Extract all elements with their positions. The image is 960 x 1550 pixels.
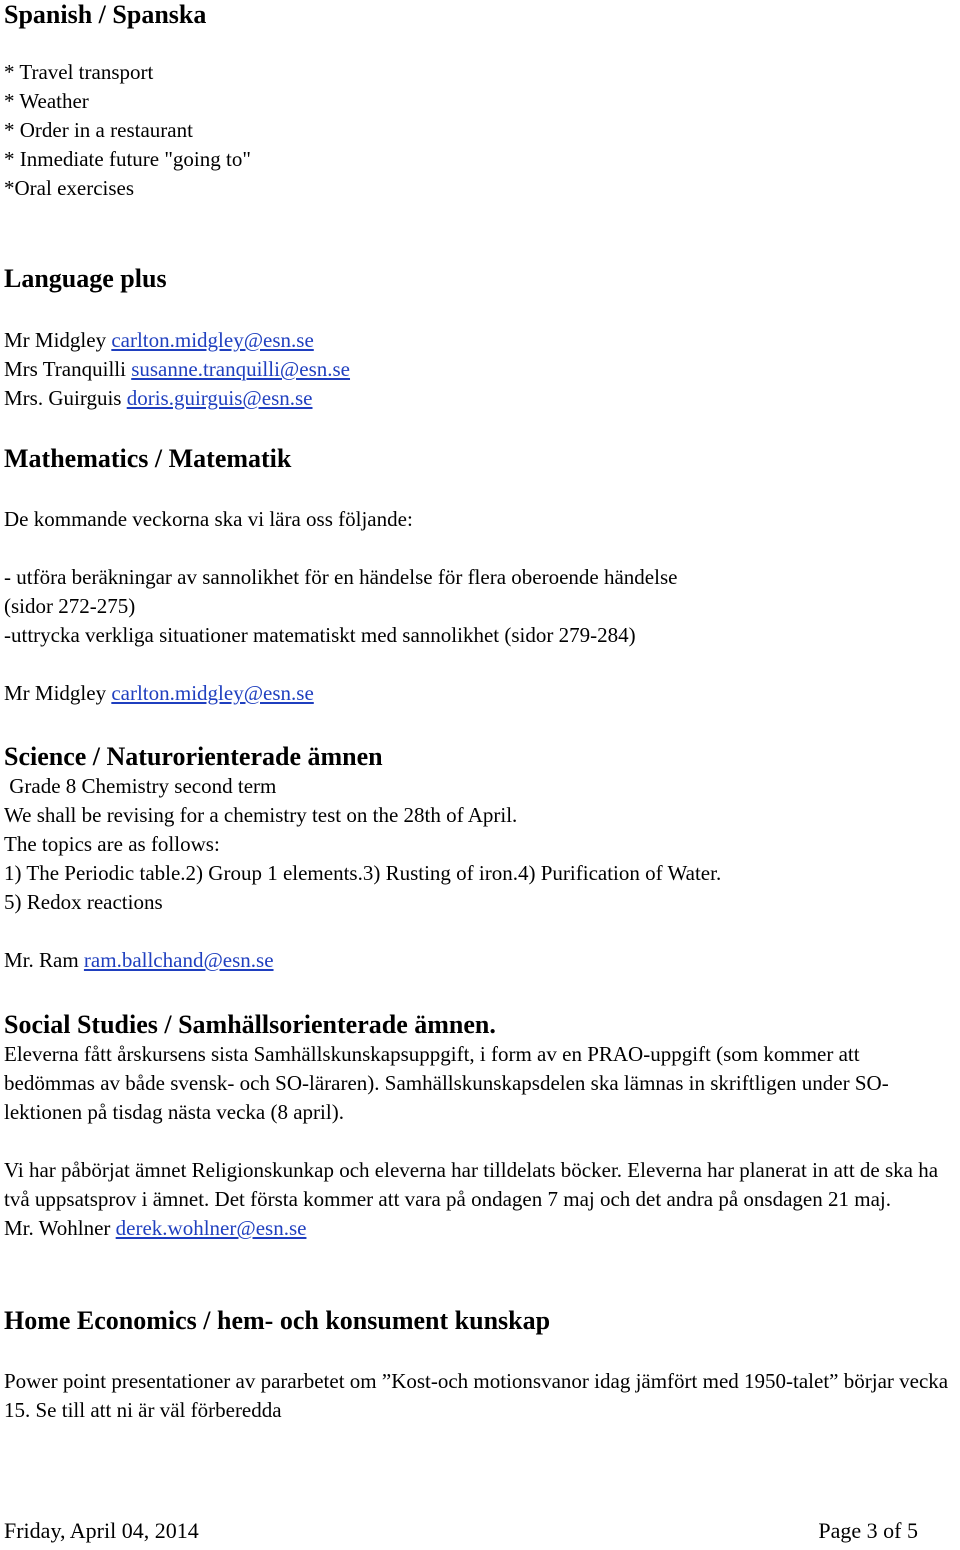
teacher-name: Mr. Ram bbox=[4, 948, 79, 972]
contact-row bbox=[4, 326, 954, 355]
language-plus-section bbox=[4, 264, 954, 413]
list-item: * Inmediate future "going to" bbox=[4, 147, 251, 171]
social-section bbox=[4, 1010, 954, 1243]
email-link[interactable]: carlton.midgley@esn.se bbox=[111, 681, 314, 705]
home-ec-heading: Home Economics / hem- och konsument kunskap bbox=[4, 1306, 551, 1335]
email-link[interactable]: doris.guirguis@esn.se bbox=[126, 386, 313, 410]
social-heading: Social Studies / Samhällsorienterade ämnen. bbox=[4, 1010, 496, 1039]
science-line: The topics are as follows: bbox=[4, 832, 220, 856]
email-link[interactable]: derek.wohlner@esn.se bbox=[115, 1216, 307, 1240]
contact-row bbox=[4, 384, 954, 413]
list-item: * Weather bbox=[4, 89, 89, 113]
science-section bbox=[4, 742, 954, 975]
science-line: 1) The Periodic table.2) Group 1 elements.3) Rusting of iron.4) Purification of Water. bbox=[4, 861, 722, 885]
social-paragraph: Eleverna fått årskursens sista Samhällskunskapsuppgift, i form av en PRAO-uppgift (som kommer att bedömmas av både svensk- och SO-läraren). Samhällskunskapsdelen ska lämnas in skriftligen under SO-lektionen på tisdag nästa vecka (8 april). bbox=[4, 1042, 889, 1124]
math-line: - utföra beräkningar av sannolikhet för en händelse för flera oberoende händelse bbox=[4, 565, 678, 589]
teacher-name: Mr Midgley bbox=[4, 328, 107, 352]
footer-page-number: Page 3 of 5 bbox=[818, 1518, 918, 1543]
teacher-name: Mr Midgley bbox=[4, 681, 107, 705]
language-plus-heading: Language plus bbox=[4, 264, 167, 293]
social-paragraph: Vi har påbörjat ämnet Religionskunkap och eleverna har tilldelats böcker. Eleverna har planerat in att de ska ha två uppsatsprov i ämnet. Det första kommer att vara på ondagen 7 maj och det andra på onsdagen 21 maj. bbox=[4, 1158, 939, 1211]
spanish-section bbox=[4, 0, 954, 203]
spanish-heading: Spanish / Spanska bbox=[4, 0, 207, 29]
home-ec-paragraph: Power point presentationer av pararbetet om ”Kost-och motionsvanor idag jämfört med 1950-talet” börjar vecka 15. Se till att ni är väl förberedda bbox=[4, 1369, 949, 1422]
footer-date: Friday, April 04, 2014 bbox=[4, 1518, 199, 1543]
math-heading: Mathematics / Matematik bbox=[4, 444, 292, 473]
contact-row bbox=[4, 1214, 954, 1243]
contact-list bbox=[4, 326, 954, 413]
email-link[interactable]: carlton.midgley@esn.se bbox=[111, 328, 314, 352]
contact-row bbox=[4, 679, 954, 708]
teacher-name: Mrs. Guirguis bbox=[4, 386, 122, 410]
contact-row bbox=[4, 355, 954, 384]
email-link[interactable]: susanne.tranquilli@esn.se bbox=[131, 357, 351, 381]
science-heading: Science / Naturorienterade ämnen bbox=[4, 742, 383, 771]
math-line: -uttrycka verkliga situationer matematiskt med sannolikhet (sidor 279-284) bbox=[4, 623, 636, 647]
teacher-name: Mrs Tranquilli bbox=[4, 357, 126, 381]
spanish-list bbox=[4, 58, 954, 203]
list-item: *Oral exercises bbox=[4, 176, 135, 200]
home-ec-section bbox=[4, 1306, 954, 1425]
teacher-name: Mr. Wohlner bbox=[4, 1216, 111, 1240]
science-line: Grade 8 Chemistry second term bbox=[4, 774, 277, 798]
email-link[interactable]: ram.ballchand@esn.se bbox=[83, 948, 274, 972]
list-item: * Order in a restaurant bbox=[4, 118, 193, 142]
list-item: * Travel transport bbox=[4, 60, 154, 84]
page-footer bbox=[4, 1518, 918, 1544]
math-line: (sidor 272-275) bbox=[4, 594, 136, 618]
math-section bbox=[4, 444, 954, 708]
contact-row bbox=[4, 946, 954, 975]
science-line: We shall be revising for a chemistry test on the 28th of April. bbox=[4, 803, 518, 827]
math-intro: De kommande veckorna ska vi lära oss följande: bbox=[4, 507, 413, 531]
science-line: 5) Redox reactions bbox=[4, 890, 163, 914]
